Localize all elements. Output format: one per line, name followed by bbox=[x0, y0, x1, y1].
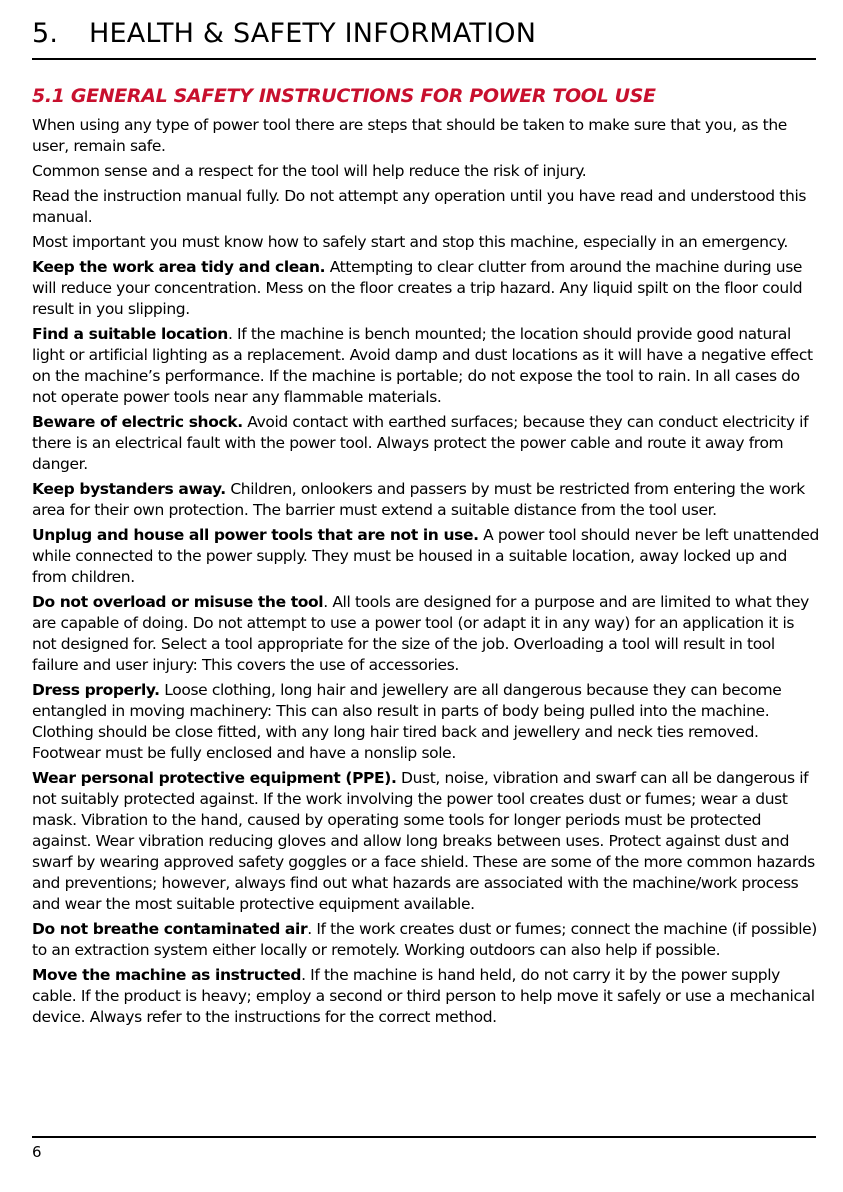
instruction-work-area bbox=[32, 257, 822, 320]
instruction-lead: Move the machine as instructed bbox=[32, 966, 302, 984]
instruction-lead: Do not breathe contaminated air bbox=[32, 920, 308, 938]
instruction-text: Attempting to clear clutter from around the machine during use will reduce your concentration. Mess on the floor creates a trip hazard. Any liquid spilt on the floor could result in you slipping. bbox=[32, 258, 803, 318]
body-content bbox=[32, 115, 822, 1032]
instruction-text: Loose clothing, long hair and jewellery are all dangerous because they can become entangled in moving machinery: This can also result in parts of body being pulled into the machine. Clothing should be close fitted, with any long hair tired back and jewellery and neck ties removed. Footwear must be fully enclosed and have a nonslip sole. bbox=[32, 681, 782, 762]
instruction-text: Dust, noise, vibration and swarf can all be dangerous if not suitably protected against. If the work involving the power tool creates dust or fumes; wear a dust mask. Vibration to the hand, caused by operating some tools for longer periods must be protected against. Wear vibration reducing gloves and allow long breaks between uses. Protect against dust and swarf by wearing approved safety goggles or a face shield. These are some of the more common hazards and preventions; however, always find out what hazards are associated with the machine/work process and wear the most suitable protective equipment available. bbox=[32, 769, 815, 913]
instruction-text: Children, onlookers and passers by must be restricted from entering the work area for their own protection. The barrier must extend a suitable distance from the tool user. bbox=[32, 480, 805, 519]
instruction-lead: Wear personal protective equipment (PPE). bbox=[32, 769, 397, 787]
intro-paragraph: Most important you must know how to safely start and stop this machine, especially in an emergency. bbox=[32, 233, 788, 251]
instruction-text: Avoid contact with earthed surfaces; because they can conduct electricity if there is an electrical fault with the power tool. Always protect the power cable and route it away from danger. bbox=[32, 413, 809, 473]
intro-paragraph: When using any type of power tool there are steps that should be taken to make sure that you, as the user, remain safe. bbox=[32, 116, 787, 155]
instruction-text: . If the machine is bench mounted; the location should provide good natural light or artificial lighting as a replacement. Avoid damp and dust locations as it will have a negative effect on the machine’s performance. If the machine is portable; do not expose the tool to rain. In all cases do not operate power tools near any flammable materials. bbox=[32, 325, 813, 406]
instruction-unplug bbox=[32, 525, 822, 588]
instruction-dress bbox=[32, 680, 822, 764]
intro-paragraph: Read the instruction manual fully. Do not attempt any operation until you have read and understood this manual. bbox=[32, 187, 807, 226]
section-heading bbox=[32, 14, 536, 54]
page-number: 6 bbox=[32, 1143, 42, 1161]
instruction-lead: Find a suitable location bbox=[32, 325, 228, 343]
section-number: 5. bbox=[32, 18, 59, 49]
instruction-air bbox=[32, 919, 822, 961]
instruction-text: . All tools are designed for a purpose and are limited to what they are capable of doing. Do not attempt to use a power tool (or adapt it in any way) for an application it is not designed for. Select a tool appropriate for the size of the job. Overloading a tool will result in tool failure and user injury: This covers the use of accessories. bbox=[32, 593, 809, 674]
instruction-ppe bbox=[32, 768, 822, 915]
instruction-lead: Dress properly. bbox=[32, 681, 160, 699]
instruction-location bbox=[32, 324, 822, 408]
instruction-lead: Keep the work area tidy and clean. bbox=[32, 258, 326, 276]
instruction-lead: Unplug and house all power tools that are not in use. bbox=[32, 526, 479, 544]
subsection-title: 5.1 GENERAL SAFETY INSTRUCTIONS FOR POWER TOOL USE bbox=[32, 85, 656, 107]
top-divider bbox=[32, 58, 816, 60]
intro-paragraph: Common sense and a respect for the tool will help reduce the risk of injury. bbox=[32, 162, 587, 180]
section-title: HEALTH & SAFETY INFORMATION bbox=[89, 18, 537, 49]
instruction-text: . If the machine is hand held, do not carry it by the power supply cable. If the product is heavy; employ a second or third person to help move it safely or use a mechanical device. Always refer to the instructions for the correct method. bbox=[32, 966, 815, 1026]
instruction-lead: Beware of electric shock. bbox=[32, 413, 243, 431]
instruction-electric-shock bbox=[32, 412, 822, 475]
bottom-divider bbox=[32, 1136, 816, 1138]
instruction-lead: Keep bystanders away. bbox=[32, 480, 226, 498]
instruction-lead: Do not overload or misuse the tool bbox=[32, 593, 324, 611]
instruction-text: A power tool should never be left unattended while connected to the power supply. They must be housed in a suitable location, away locked up and from children. bbox=[32, 526, 819, 586]
instruction-move bbox=[32, 965, 822, 1028]
instruction-overload bbox=[32, 592, 822, 676]
instruction-bystanders bbox=[32, 479, 822, 521]
instruction-text: . If the work creates dust or fumes; connect the machine (if possible) to an extraction system either locally or remotely. Working outdoors can also help if possible. bbox=[32, 920, 817, 959]
